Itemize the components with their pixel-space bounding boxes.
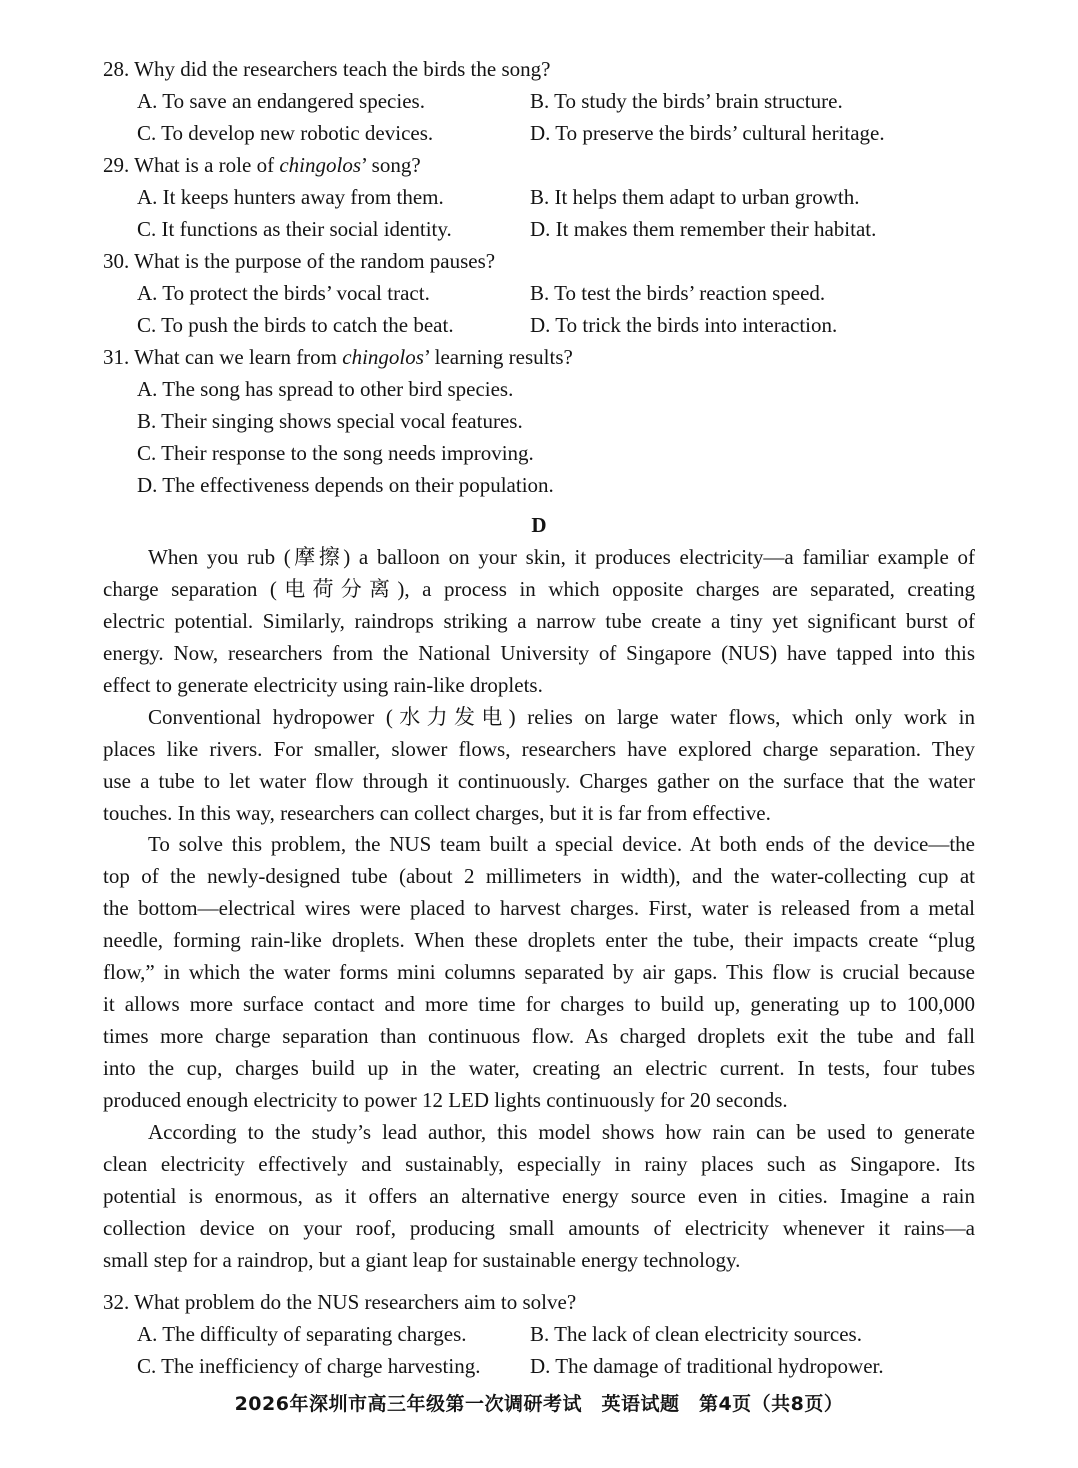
- passage-p3-line: into the cup, charges build up in the water, creating an electric current. In tests, four tubes: [103, 1056, 975, 1080]
- passage-p3-line: produced enough electricity to power 12 LED lights continuously for 20 seconds.: [103, 1088, 788, 1112]
- question-29-option-d: D. It makes them remember their habitat.: [530, 217, 877, 241]
- question-30-stem: 30. What is the purpose of the random pauses?: [103, 249, 496, 273]
- question-31-option-c: C. Their response to the song needs improving.: [137, 441, 534, 465]
- question-28-option-c: C. To develop new robotic devices.: [137, 121, 434, 145]
- question-31-stem: [103, 344, 573, 370]
- question-30-option-d: D. To trick the birds into interaction.: [530, 313, 838, 337]
- passage-p2-line: use a tube to let water flow through it continuously. Charges gather on the surface that the water: [103, 769, 975, 793]
- passage-p1-line: electric potential. Similarly, raindrops striking a narrow tube create a tiny yet significant burst of: [103, 609, 975, 633]
- passage-p3-line: top of the newly-designed tube (about 2 millimeters in width), and the water-collecting cup at: [103, 864, 975, 888]
- question-32-option-a: A. The difficulty of separating charges.: [137, 1322, 467, 1346]
- passage-p3-line: needle, forming rain-like droplets. When these droplets enter the tube, their impacts create “plug: [103, 928, 975, 952]
- question-29-stem: [103, 152, 421, 178]
- passage-p2-line: Conventional hydropower (水力发电) relies on large water flows, which only work in: [148, 705, 975, 729]
- passage-p1-line: charge separation (电荷分离), a process in which opposite charges are separated, creating: [103, 577, 975, 601]
- question-32-stem: 32. What problem do the NUS researchers aim to solve?: [103, 1290, 577, 1314]
- passage-p3-line: To solve this problem, the NUS team built a special device. At both ends of the device—the: [148, 832, 975, 856]
- passage-p1-line: When you rub (摩擦) a balloon on your skin, it produces electricity—a familiar example of: [148, 545, 975, 569]
- passage-p4-line: potential is enormous, as it offers an alternative energy source even in cities. Imagine a rain: [103, 1184, 975, 1208]
- question-30-option-b: B. To test the birds’ reaction speed.: [530, 281, 826, 305]
- question-32-option-c: C. The inefficiency of charge harvesting.: [137, 1354, 481, 1378]
- question-31-option-d: D. The effectiveness depends on their population.: [137, 473, 554, 497]
- question-32-option-b: B. The lack of clean electricity sources.: [530, 1322, 862, 1346]
- question-31-stem-italic: chingolos: [342, 345, 424, 369]
- question-28-option-b: B. To study the birds’ brain structure.: [530, 89, 843, 113]
- question-28-stem: 28. Why did the researchers teach the birds the song?: [103, 57, 551, 81]
- question-29-option-a: A. It keeps hunters away from them.: [137, 185, 444, 209]
- question-31-stem-suffix: ’ learning results?: [423, 345, 573, 369]
- question-29-stem-prefix: 29. What is a role of: [103, 153, 280, 177]
- question-30-option-c: C. To push the birds to catch the beat.: [137, 313, 454, 337]
- question-28-option-d: D. To preserve the birds’ cultural heritage.: [530, 121, 885, 145]
- passage-p4-line: According to the study’s lead author, this model shows how rain can be used to generate: [148, 1120, 975, 1144]
- question-30-option-a: A. To protect the birds’ vocal tract.: [137, 281, 430, 305]
- question-29-stem-suffix: ’ song?: [361, 153, 421, 177]
- passage-p2-line: places like rivers. For smaller, slower flows, researchers have explored charge separation. They: [103, 737, 975, 761]
- question-28-option-a: A. To save an endangered species.: [137, 89, 425, 113]
- passage-p4-line: small step for a raindrop, but a giant leap for sustainable energy technology.: [103, 1248, 741, 1272]
- passage-p4-line: clean electricity effectively and sustainably, especially in rainy places such as Singapore. Its: [103, 1152, 975, 1176]
- question-29-option-c: C. It functions as their social identity.: [137, 217, 452, 241]
- passage-p3-line: the bottom—electrical wires were placed to harvest charges. First, water is released from a metal: [103, 896, 975, 920]
- question-31-option-b: B. Their singing shows special vocal features.: [137, 409, 523, 433]
- passage-p2-line: touches. In this way, researchers can collect charges, but it is far from effective.: [103, 801, 771, 825]
- passage-p4-line: collection device on your roof, producing small amounts of electricity whenever it rains—a: [103, 1216, 975, 1240]
- passage-p1-line: effect to generate electricity using rain-like droplets.: [103, 673, 543, 697]
- question-29-stem-italic: chingolos: [279, 153, 361, 177]
- passage-p3-line: flow,” in which the water forms mini columns separated by air gaps. This flow is crucial because: [103, 960, 975, 984]
- section-heading: D: [531, 513, 547, 537]
- passage-p1-line: energy. Now, researchers from the National University of Singapore (NUS) have tapped into this: [103, 641, 975, 665]
- question-32-option-d: D. The damage of traditional hydropower.: [530, 1354, 884, 1378]
- page-footer: 2026年深圳市高三年级第一次调研考试 英语试题 第4页（共8页）: [234, 1393, 844, 1415]
- passage-p3-line: it allows more surface contact and more time for charges to build up, generating up to 100,000: [103, 992, 975, 1016]
- question-29-option-b: B. It helps them adapt to urban growth.: [530, 185, 860, 209]
- question-31-stem-prefix: 31. What can we learn from: [103, 345, 343, 369]
- question-31-option-a: A. The song has spread to other bird species.: [137, 377, 514, 401]
- passage-p3-line: times more charge separation than continuous flow. As charged droplets exit the tube and fall: [103, 1024, 975, 1048]
